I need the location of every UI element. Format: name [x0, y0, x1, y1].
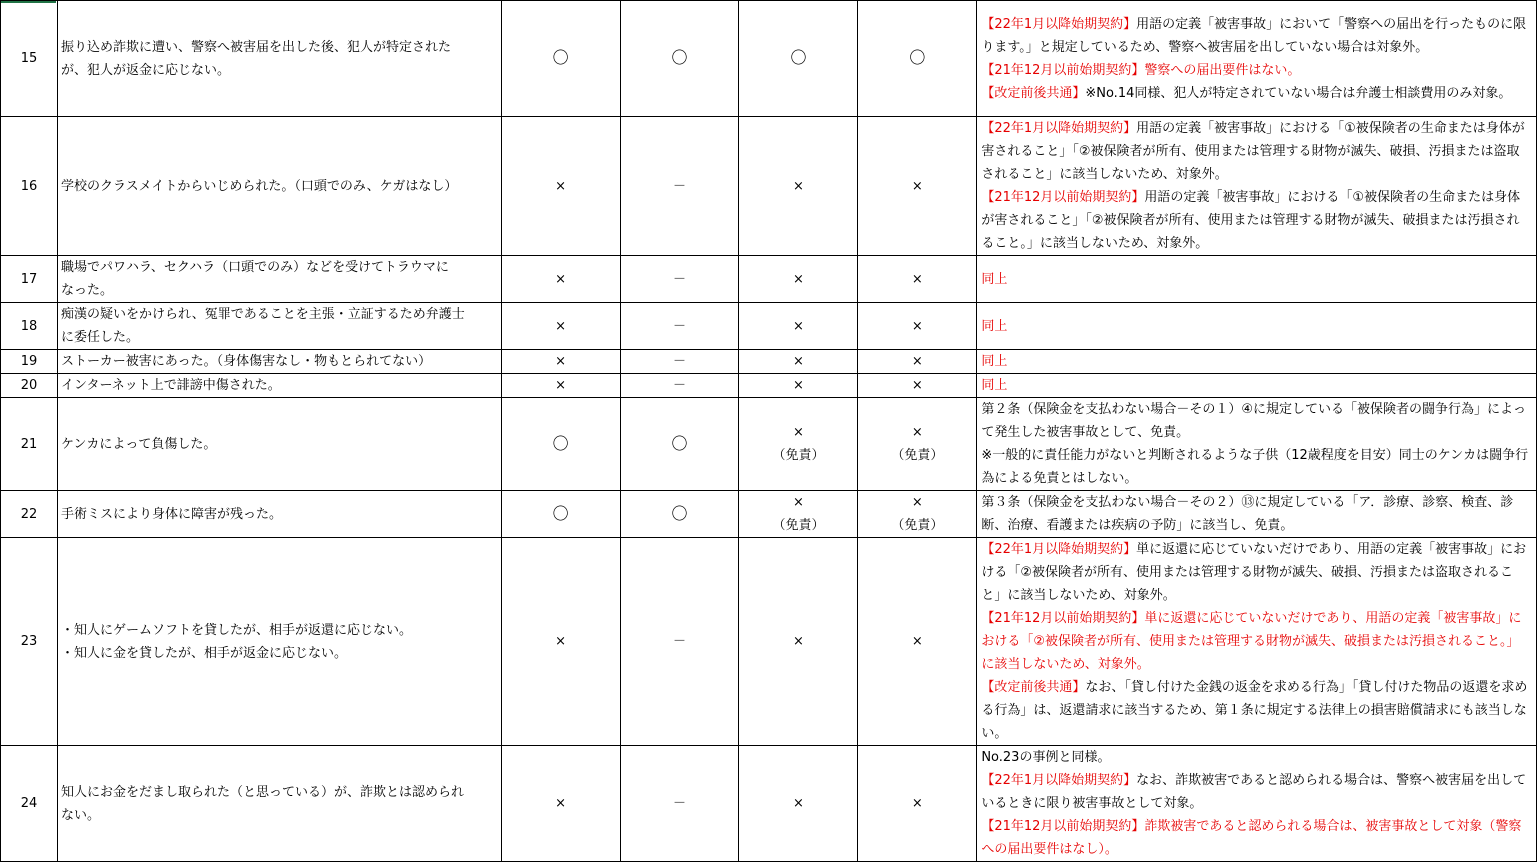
case-line: ない。 [60, 807, 100, 823]
case-description[interactable] [57, 256, 501, 303]
note-red-label: 同上 [981, 354, 1008, 369]
case-description[interactable] [57, 746, 501, 862]
mark-symbol: － [673, 318, 687, 334]
coverage-mark-c4[interactable] [858, 374, 977, 398]
case-line: インターネット上で誹謗中傷された。 [60, 378, 281, 393]
note-text: なお、「貸し付けた金銭の返金を求める行為」「貸し付けた物品の返還を求める行為」は、返還請求に該当するため、第１条に規定する法律上の損害賠償請求にも該当しない。 [981, 680, 1528, 741]
coverage-mark-c4[interactable] [858, 538, 977, 746]
note-text: 単に返還に応じていないだけであり、用語の定義「被害事故」における「②被保険者が所有、使用または管理する財物が滅失、破損、汚損または盗取されること」に該当しないため、対象外。 [981, 542, 1527, 603]
row-number[interactable]: 17 [1, 256, 58, 303]
coverage-mark-c1[interactable] [501, 303, 620, 350]
coverage-mark-c1[interactable] [501, 256, 620, 303]
note-paragraph [981, 538, 1532, 607]
coverage-mark-c4[interactable] [858, 1, 977, 117]
note-red-label: 【改定前後共通】 [981, 85, 1086, 101]
mark-symbol: － [673, 271, 687, 287]
coverage-mark-c4[interactable] [858, 491, 977, 538]
note-paragraph [981, 82, 1532, 105]
mark-symbol: × [792, 378, 804, 393]
note-paragraph [981, 186, 1532, 255]
coverage-mark-c2[interactable] [620, 117, 739, 256]
coverage-mark-c2[interactable] [620, 303, 739, 350]
note-text: ※No.14同様、犯人が特定されていない場合は弁護士相談費用のみ対象。 [1085, 85, 1512, 101]
note-red-label: 【21年12月以前始期契約】警察への届出要件はない。 [981, 62, 1301, 78]
mark-symbol: 〇 [909, 48, 926, 67]
coverage-mark-c3[interactable] [739, 303, 858, 350]
mark-symbol: × [911, 378, 923, 393]
case-line: 痴漢の疑いをかけられ、冤罪であることを主張・立証するため弁護士 [60, 307, 465, 322]
coverage-mark-c2[interactable] [620, 746, 739, 862]
coverage-mark-c1[interactable] [501, 398, 620, 491]
coverage-mark-c3[interactable] [739, 398, 858, 491]
coverage-mark-c3[interactable] [739, 491, 858, 538]
mark-symbol: 〇 [790, 48, 807, 67]
mark-symbol: 〇 [552, 503, 569, 523]
coverage-mark-c2[interactable] [620, 374, 739, 398]
note-text: ※一般的に責任能力がないと判断されるような子供（12歳程度を目安）同士のケンカは闘争行為による免責とはしない。 [981, 448, 1529, 486]
note-paragraph [981, 676, 1532, 745]
coverage-mark-c3[interactable] [739, 374, 858, 398]
coverage-mark-c1[interactable] [501, 1, 620, 117]
mark-symbol: × [555, 318, 567, 334]
case-description[interactable] [57, 350, 501, 374]
coverage-mark-c4[interactable] [858, 303, 977, 350]
coverage-mark-c4[interactable] [858, 256, 977, 303]
note-paragraph [981, 59, 1532, 82]
mark-symbol: × [911, 425, 923, 440]
case-line: ケンカによって負傷した。 [60, 436, 217, 452]
case-line: が、犯人が返金に応じない。 [60, 62, 230, 78]
exemption-label: （免責） [891, 448, 944, 463]
table-row[interactable] [1, 491, 1537, 538]
case-description[interactable] [57, 491, 501, 538]
table-row[interactable] [1, 538, 1537, 746]
notes-cell[interactable] [977, 1, 1537, 117]
note-red-label: 同上 [981, 318, 1008, 334]
exemption-label: （免責） [772, 518, 825, 533]
coverage-mark-c3[interactable] [739, 1, 858, 117]
mark-symbol: × [911, 178, 923, 194]
note-red-label: 同上 [981, 378, 1008, 393]
mark-symbol: × [555, 178, 567, 194]
mark-symbol: × [792, 271, 804, 287]
mark-symbol: × [911, 354, 923, 369]
coverage-mark-c1[interactable] [501, 491, 620, 538]
table-row[interactable] [1, 117, 1537, 256]
note-paragraph [981, 746, 1532, 769]
coverage-mark-c2[interactable] [620, 1, 739, 117]
case-description[interactable] [57, 538, 501, 746]
case-description[interactable] [57, 117, 501, 256]
coverage-mark-c1[interactable] [501, 350, 620, 374]
coverage-mark-c4[interactable] [858, 117, 977, 256]
note-text: 第３条（保険金を支払わない場合－その２）⑬に規定している「ア．診療、診察、検査、診断、治療、看護または疾病の予防」に該当し、免責。 [981, 495, 1514, 533]
mark-symbol: × [555, 796, 567, 811]
coverage-mark-c2[interactable] [620, 398, 739, 491]
mark-symbol: × [792, 354, 804, 369]
mark-symbol: × [555, 378, 567, 393]
case-line: 振り込め詐欺に遭い、警察へ被害届を出した後、犯人が特定された [60, 39, 451, 55]
mark-symbol: × [792, 318, 804, 334]
row-number[interactable]: 15 [1, 1, 58, 117]
note-paragraph [981, 268, 1532, 291]
mark-symbol: × [911, 495, 923, 510]
notes-cell[interactable] [977, 303, 1537, 350]
note-red-label: 【21年12月以前始期契約】単に返還に応じていないだけであり、用語の定義「被害事故」における「②被保険者が所有、使用または管理する財物が滅失、破損または汚損されること。」に該当しないため、対象外。 [981, 611, 1522, 672]
row-number[interactable]: 22 [1, 491, 58, 538]
note-text: 第２条（保険金を支払わない場合－その１）④に規定している「被保険者の闘争行為」によって発生した被害事故として、免責。 [981, 402, 1526, 440]
mark-symbol: × [911, 634, 923, 649]
mark-symbol: 〇 [671, 503, 688, 523]
note-paragraph [981, 815, 1532, 861]
case-line: 知人にお金をだまし取られた（と思っている）が、詐欺とは認められ [60, 784, 464, 800]
mark-symbol: × [792, 178, 804, 194]
table-row[interactable] [1, 303, 1537, 350]
table-row[interactable] [1, 746, 1537, 862]
note-paragraph [981, 374, 1532, 397]
case-description[interactable] [57, 1, 501, 117]
note-text: なお、詐欺被害であると認められる場合は、警察へ被害届を出しているときに限り被害事故として対象。 [981, 773, 1527, 811]
table-row[interactable] [1, 398, 1537, 491]
coverage-mark-c3[interactable] [739, 350, 858, 374]
notes-cell[interactable] [977, 398, 1537, 491]
mark-symbol: × [792, 634, 804, 649]
case-description[interactable] [57, 303, 501, 350]
table-row[interactable] [1, 1, 1537, 117]
coverage-mark-c3[interactable] [739, 117, 858, 256]
note-paragraph [981, 117, 1532, 186]
mark-symbol: 〇 [671, 433, 688, 453]
case-line: 手術ミスにより身体に障害が残った。 [60, 506, 282, 522]
coverage-mark-c4[interactable] [858, 350, 977, 374]
notes-cell[interactable] [977, 350, 1537, 374]
notes-cell[interactable] [977, 117, 1537, 256]
row-number[interactable]: 23 [1, 538, 58, 746]
note-paragraph [981, 769, 1532, 815]
case-line: 職場でパワハラ、セクハラ（口頭でのみ）などを受けてトラウマに [60, 260, 449, 275]
note-red-label: 【22年1月以降始期契約】 [981, 773, 1137, 788]
coverage-mark-c2[interactable] [620, 538, 739, 746]
coverage-mark-c2[interactable] [620, 491, 739, 538]
notes-cell[interactable] [977, 374, 1537, 398]
note-red-label: 【22年1月以降始期契約】 [981, 16, 1137, 32]
mark-symbol: × [911, 318, 923, 334]
note-paragraph [981, 315, 1532, 338]
notes-cell[interactable] [977, 746, 1537, 862]
notes-cell[interactable] [977, 538, 1537, 746]
mark-symbol: － [673, 378, 687, 393]
mark-symbol: 〇 [671, 48, 688, 67]
mark-symbol: × [792, 495, 804, 510]
coverage-mark-c1[interactable] [501, 374, 620, 398]
note-paragraph [981, 491, 1532, 537]
case-description[interactable] [57, 398, 501, 491]
coverage-mark-c4[interactable] [858, 746, 977, 862]
note-paragraph [981, 607, 1532, 676]
note-paragraph [981, 13, 1532, 59]
mark-symbol: × [911, 271, 923, 287]
row-number[interactable]: 24 [1, 746, 58, 862]
mark-symbol: 〇 [552, 48, 569, 67]
notes-cell[interactable] [977, 491, 1537, 538]
coverage-mark-c2[interactable] [620, 350, 739, 374]
coverage-mark-c3[interactable] [739, 256, 858, 303]
case-line: なった。 [60, 283, 113, 298]
notes-cell[interactable] [977, 256, 1537, 303]
note-paragraph [981, 444, 1532, 490]
exemption-label: （免責） [891, 518, 944, 533]
table-row[interactable] [1, 374, 1537, 398]
note-text: 用語の定義「被害事故」における「①被保険者の生命または身体が害されること」「②被保険者が所有、使用または管理する財物が滅失、破損または汚損されること。」に該当しないため、対象外。 [981, 190, 1521, 251]
coverage-mark-c1[interactable] [501, 746, 620, 862]
coverage-mark-c3[interactable] [739, 538, 858, 746]
note-red-label: 【22年1月以降始期契約】 [981, 121, 1137, 136]
note-red-label: 同上 [981, 271, 1008, 287]
case-line: に委任した。 [60, 330, 139, 345]
note-text: 用語の定義「被害事故」において「警察への届出を行ったものに限ります。」と規定しているため、警察へ被害届を出していない場合は対象外。 [981, 16, 1527, 55]
case-line: ・知人にゲームソフトを貸したが、相手が返還に応じない。 [60, 622, 412, 638]
note-paragraph [981, 350, 1532, 373]
mark-symbol: × [792, 796, 804, 811]
coverage-mark-c3[interactable] [739, 746, 858, 862]
mark-symbol: × [555, 271, 567, 287]
note-red-label: 【21年12月以前始期契約】詐欺被害であると認められる場合は、被害事故として対象（警察への届出要件はなし）。 [981, 819, 1522, 857]
mark-symbol: × [911, 796, 923, 811]
mark-symbol: － [673, 634, 687, 649]
note-red-label: 【改定前後共通】 [981, 680, 1086, 695]
mark-symbol: × [555, 354, 567, 369]
case-line: ストーカー被害にあった。（身体傷害なし・物もとられてない） [60, 354, 432, 369]
table-row[interactable] [1, 256, 1537, 303]
row-number[interactable]: 21 [1, 398, 58, 491]
coverage-mark-c2[interactable] [620, 256, 739, 303]
case-line: 学校のクラスメイトからいじめられた。（口頭でのみ、ケガはなし） [60, 178, 458, 194]
note-paragraph [981, 398, 1532, 444]
exemption-label: （免責） [772, 448, 825, 463]
mark-symbol: － [673, 354, 687, 369]
note-red-label: 【21年12月以前始期契約】 [981, 190, 1145, 205]
note-text: No.23の事例と同様。 [981, 750, 1111, 765]
coverage-mark-c1[interactable] [501, 538, 620, 746]
coverage-mark-c4[interactable] [858, 398, 977, 491]
mark-symbol: － [673, 796, 687, 811]
case-description[interactable] [57, 374, 501, 398]
coverage-mark-c1[interactable] [501, 117, 620, 256]
table-body [1, 1, 1537, 862]
case-line: ・知人に金を貸したが、相手が返金に応じない。 [60, 645, 347, 661]
table-row[interactable] [1, 350, 1537, 374]
mark-symbol: － [673, 178, 687, 194]
mark-symbol: × [792, 425, 804, 440]
row-number[interactable]: 20 [1, 374, 58, 398]
row-number[interactable]: 16 [1, 117, 58, 256]
row-number[interactable]: 18 [1, 303, 58, 350]
note-text: 用語の定義「被害事故」における「①被保険者の生命または身体が害されること」「②被保険者が所有、使用または管理する財物が滅失、破損、汚損または盗取されること」に該当しないため、対象外。 [981, 121, 1525, 182]
mark-symbol: × [555, 634, 567, 649]
row-number[interactable]: 19 [1, 350, 58, 374]
mark-symbol: 〇 [552, 433, 569, 453]
note-red-label: 【22年1月以降始期契約】 [981, 542, 1137, 557]
